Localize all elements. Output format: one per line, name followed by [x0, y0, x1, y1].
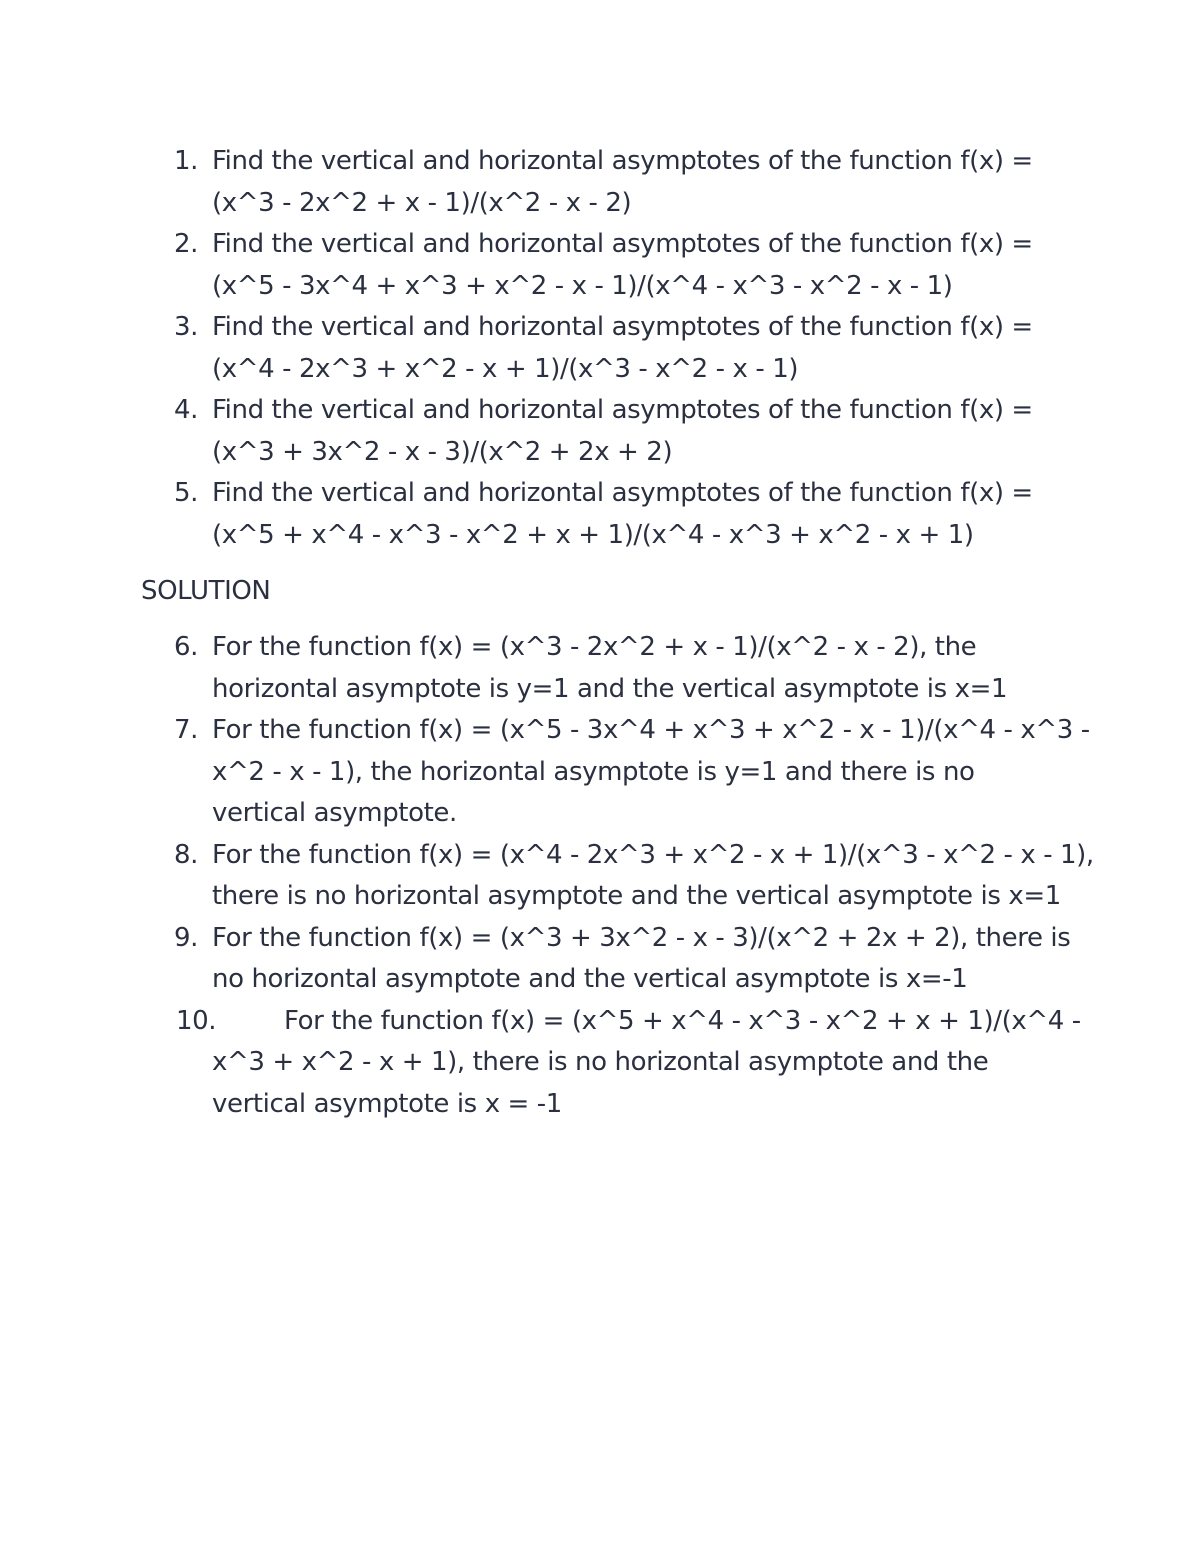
item-text-line: Find the vertical and horizontal asymptotes of the function f(x) = [212, 478, 1033, 508]
item-text-line: x^2 - x - 1), the horizontal asymptote is y=1 and there is no [212, 756, 975, 787]
item-number: 4. [173, 395, 198, 425]
item-number: 9. [173, 922, 198, 953]
item-number: 7. [173, 715, 198, 745]
item-text-line: Find the vertical and horizontal asymptotes of the function f(x) = [212, 146, 1033, 176]
item-text-line: For the function f(x) = (x^3 - 2x^2 + x - 1)/(x^2 - x - 2), the [212, 632, 977, 662]
item-text-line: For the function f(x) = (x^5 - 3x^4 + x^3 + x^2 - x - 1)/(x^4 - x^3 - [212, 715, 1090, 745]
problem-item [0, 307, 1033, 390]
problem-item [0, 224, 1033, 307]
item-number: 5. [173, 478, 198, 508]
item-text-line: (x^3 + 3x^2 - x - 3)/(x^2 + 2x + 2) [212, 436, 673, 467]
item-text-line: vertical asymptote is x = -1 [212, 1088, 562, 1119]
item-text-line: no horizontal asymptote and the vertical asymptote is x=-1 [212, 964, 968, 994]
solution-item [0, 1001, 1094, 1126]
solution-heading: SOLUTION [141, 576, 271, 606]
problem-list [0, 141, 1033, 556]
item-number: 6. [173, 632, 198, 662]
item-text-line: (x^5 - 3x^4 + x^3 + x^2 - x - 1)/(x^4 - x^3 - x^2 - x - 1) [212, 270, 953, 301]
problem-item [0, 473, 1033, 556]
item-text-line: For the function f(x) = (x^4 - 2x^3 + x^2 - x + 1)/(x^3 - x^2 - x - 1), [212, 839, 1094, 870]
item-text-line: For the function f(x) = (x^5 + x^4 - x^3 - x^2 + x + 1)/(x^4 - [284, 1005, 1081, 1036]
item-text-line: (x^5 + x^4 - x^3 - x^2 + x + 1)/(x^4 - x^3 + x^2 - x + 1) [212, 519, 974, 550]
solution-list [0, 627, 1094, 1125]
item-text-line: horizontal asymptote is y=1 and the vertical asymptote is x=1 [212, 673, 1008, 704]
item-text-line: there is no horizontal asymptote and the vertical asymptote is x=1 [212, 881, 1061, 911]
solution-item [0, 627, 1094, 710]
item-number: 10. [176, 1005, 217, 1036]
item-number: 8. [173, 839, 198, 870]
problem-item [0, 390, 1033, 473]
problem-item [0, 141, 1033, 224]
solution-item [0, 918, 1094, 1001]
item-text-line: x^3 + x^2 - x + 1), there is no horizontal asymptote and the [212, 1047, 989, 1077]
item-text-line: (x^4 - 2x^3 + x^2 - x + 1)/(x^3 - x^2 - x - 1) [212, 353, 799, 384]
item-text-line: Find the vertical and horizontal asymptotes of the function f(x) = [212, 229, 1033, 259]
item-text-line: Find the vertical and horizontal asymptotes of the function f(x) = [212, 312, 1033, 342]
item-text-line: Find the vertical and horizontal asymptotes of the function f(x) = [212, 395, 1033, 425]
item-number: 2. [173, 229, 198, 259]
solution-item [0, 710, 1094, 835]
item-number: 1. [173, 146, 198, 176]
item-number: 3. [173, 312, 198, 342]
item-text-line: vertical asymptote. [212, 798, 457, 828]
item-text-line: (x^3 - 2x^2 + x - 1)/(x^2 - x - 2) [212, 187, 632, 218]
solution-item [0, 835, 1094, 918]
item-text-line: For the function f(x) = (x^3 + 3x^2 - x - 3)/(x^2 + 2x + 2), there is [212, 922, 1071, 953]
